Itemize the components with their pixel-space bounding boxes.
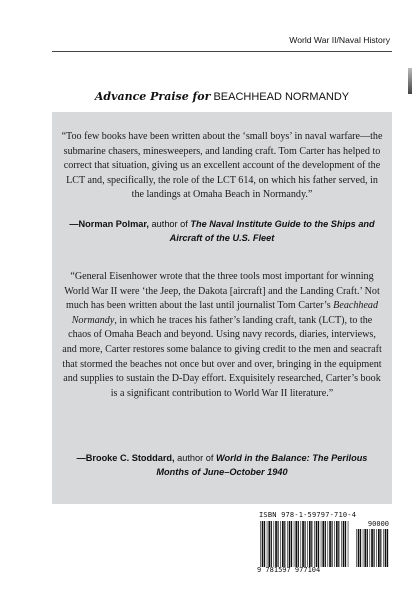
quote-stoddard-part1: “General Eisenhower wrote that the three tools most important for winning World War II were ‘the Jeep, the Dakota [aircraft] and the Landing Craft.’ Not much has been written about the last until journalist Tom Carter’s [64,271,380,312]
quote-stoddard-book-title: Beachhead Normandy [71,300,379,326]
attribution-stoddard [62,452,382,479]
attribution-name: —Brooke C. Stoddard, [76,453,175,463]
attribution-role: author of [151,219,188,229]
attribution-polmar [62,218,382,245]
attribution-name: —Norman Polmar, [69,219,149,229]
ean-digits: 9 781597 977104 [257,566,321,574]
quote-stoddard-part2: , in which he traces his father’s landing craft, tank (LCT), to the chaos of Omaha Beach and beyond. Using navy records, diaries, interviews, and more, Carter restores some balance to giving credit to the men and seacraft that stormed the beaches not once but over and over, bringing in the equipment and supplies to sustain the D-Day effort. Exquisitely researched, Carter’s book is a significant contribution to World War II literature.” [62,314,382,399]
attribution-book: World in the Balance: The Perilous Months of June–October 1940 [156,453,368,477]
isbn-label: ISBN 978-1-59797-710-4 [259,511,357,519]
barcode-block [256,511,392,577]
price-barcode-icon [356,529,389,567]
attribution-role: author of [177,453,214,463]
praise-heading-title: BEACHHEAD NORMANDY [213,91,350,103]
ean-barcode-icon [260,521,350,567]
price-code-label: 90000 [367,520,389,528]
quote-polmar: “Too few books have been written about the ‘small boys’ in naval warfare—the submarine chasers, minesweepers, and landing craft. Tom Carter has helped to correct that situation, giving us an excellent account of the development of the LCT and, specifically, the role of the LCT 614, on which his father served, in the landings at Omaha Beach in Normandy.” [61,131,383,201]
praise-panel [52,112,392,504]
header-rule [52,51,392,52]
attribution-book: The Naval Institute Guide to the Ships and Aircraft of the U.S. Fleet [169,219,375,243]
praise-heading [52,90,392,103]
category-label: World War II/Naval History [289,35,390,45]
quote-stoddard [60,270,384,401]
praise-heading-lead: Advance Praise for [94,90,211,103]
edge-mark [408,68,412,94]
